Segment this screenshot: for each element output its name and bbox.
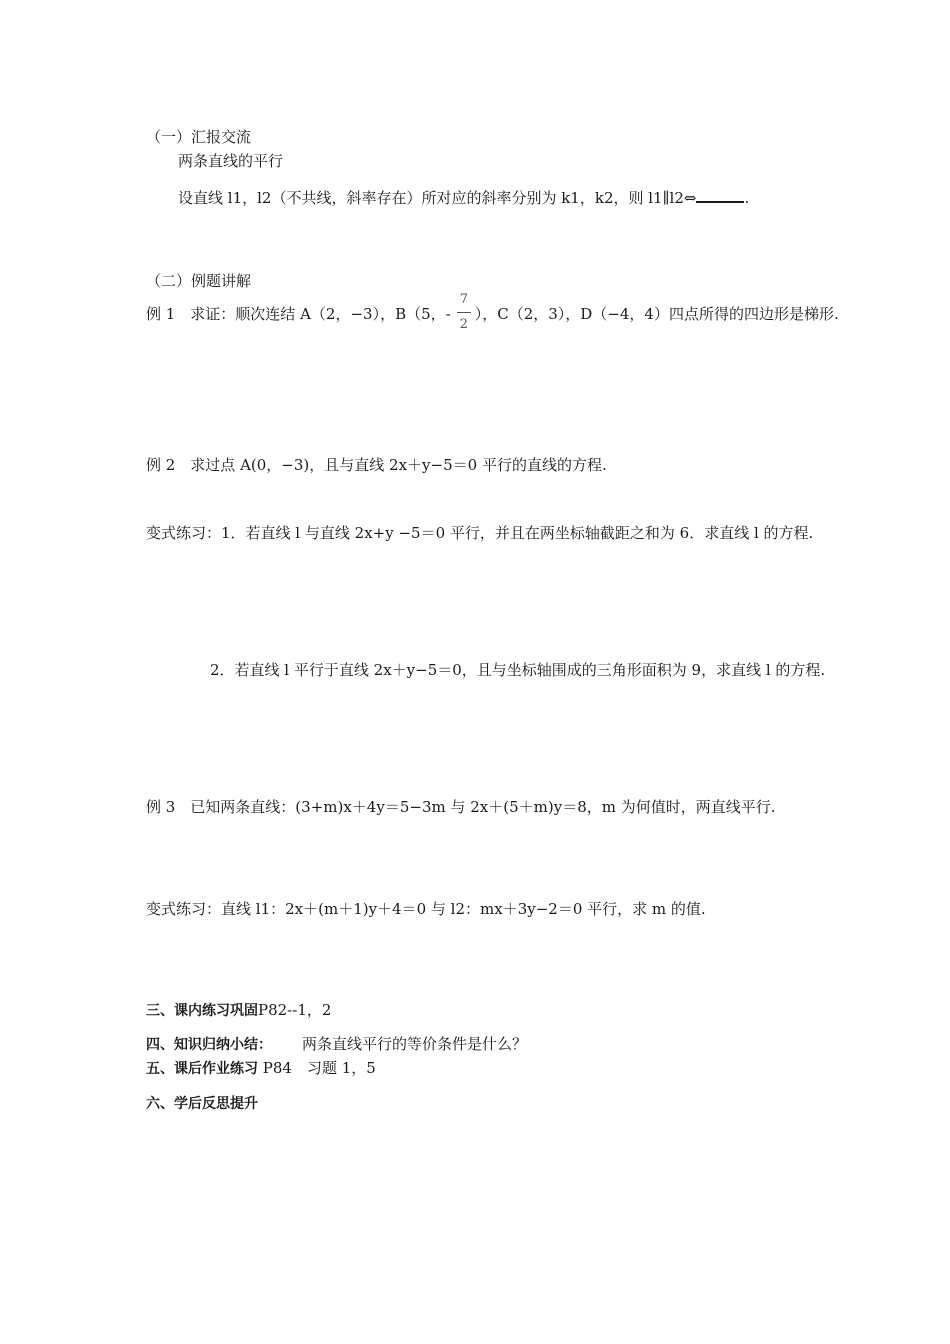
section4 [146, 1034, 527, 1055]
fraction [451, 292, 475, 332]
section4-text: 两条直线平行的等价条件是什么？ [302, 1035, 528, 1053]
answer-blank [696, 187, 744, 203]
section4-heading: 四、知识归纳小结： [146, 1037, 272, 1053]
variant-exercise-1: 变式练习：1．若直线 l 与直线 2x+y −5＝0 平行，并且在两坐标轴截距之和为 6．求直线 l 的方程. [146, 524, 814, 542]
fraction-denominator: 2 [459, 317, 468, 332]
fraction-bar [457, 312, 471, 313]
section3 [146, 1000, 331, 1021]
section1-subheading: 两条直线的平行 [178, 152, 284, 170]
section3-text: P82--1，2 [258, 1001, 332, 1019]
example1-text-end: ），C（2，3），D（−4，4）四点所得的四边形是梯形. [474, 305, 839, 323]
section2-heading: （二）例题讲解 [146, 272, 252, 290]
section5-heading: 五、课后作业练习 [146, 1061, 258, 1077]
example-1 [146, 292, 839, 332]
section1-heading: （一）汇报交流 [146, 128, 252, 146]
section6-heading: 六、学后反思提升 [146, 1096, 258, 1112]
example-2: 例 2 求过点 A(0，−3)，且与直线 2x＋y−5＝0 平行的直线的方程. [146, 456, 607, 474]
variant-exercise-3: 变式练习：直线 l1：2x＋(m＋1)y＋4＝0 与 l2：mx＋3y−2＝0 平行，求 m 的值. [146, 900, 706, 918]
statement-text: 设直线 l1，l2（不共线，斜率存在）所对应的斜率分别为 k1，k2，则 l1∥l2⇔ [178, 189, 697, 207]
section5 [146, 1058, 376, 1079]
example1-text: 例 1 求证：顺次连结 A（2，−3），B（5，- [146, 305, 451, 323]
parallel-condition-statement [178, 187, 749, 208]
fraction-numerator: 7 [459, 292, 468, 307]
section6 [146, 1093, 258, 1114]
variant-exercise-2: 2．若直线 l 平行于直线 2x＋y−5＝0，且与坐标轴围成的三角形面积为 9，求直线 l 的方程. [210, 661, 826, 679]
section3-heading: 三、课内练习巩固 [146, 1003, 258, 1019]
statement-end: . [744, 189, 750, 207]
example-3: 例 3 已知两条直线：(3+m)x＋4y＝5−3m 与 2x＋(5＋m)y＝8，m 为何值时，两直线平行. [146, 798, 776, 816]
section5-text: P84 习题 1，5 [258, 1059, 376, 1077]
